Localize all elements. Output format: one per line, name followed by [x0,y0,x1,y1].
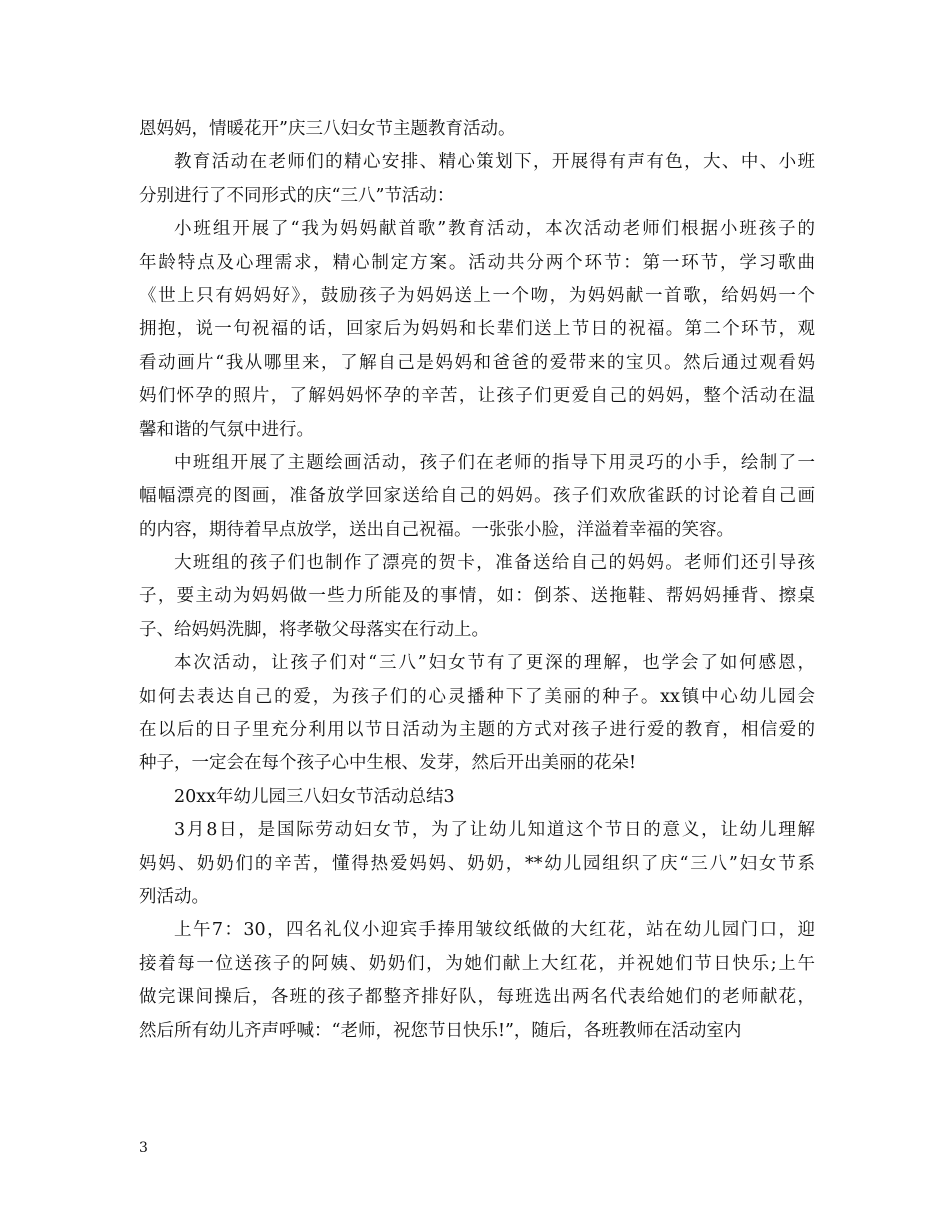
text-line: 教育活动在老师们的精心安排、精心策划下，开展得有声有色，大、中、小班 [174,152,815,173]
text-line: 然后所有幼儿齐声呼喊：“老师，祝您节日快乐!”，随后，各班教师在活动室内 [139,1020,742,1041]
text-line: 大班组的孩子们也制作了漂亮的贺卡，准备送给自己的妈妈。老师们还引导孩 [174,553,815,574]
paragraph [139,146,815,213]
text-line: 接着每一位送孩子的阿姨、奶奶们，为她们献上大红花，并祝她们节日快乐;上午 [139,953,815,974]
text-line: 3月8日，是国际劳动妇女节，为了让幼儿知道这个节日的意义，让幼儿理解 [174,820,815,841]
paragraph [139,647,815,781]
text-line: 做完课间操后，各班的孩子都整齐排好队，每班选出两名代表给她们的老师献花， [139,987,815,1008]
paragraph [139,814,815,914]
text-line: 中班组开展了主题绘画活动，孩子们在老师的指导下用灵巧的小手，绘制了一 [174,452,815,473]
text-line: 20xx年幼儿园三八妇女节活动总结3 [174,786,455,807]
text-line: 恩妈妈，情暖花开”庆三八妇女节主题教育活动。 [139,119,516,139]
text-line: 在以后的日子里充分利用以节日活动为主题的方式对孩子进行爱的教育，相信爱的 [139,720,815,741]
text-line: 子、给妈妈洗脚，将孝敬父母落实在行动上。 [139,619,489,640]
paragraph [139,547,815,647]
paragraph [139,914,815,1048]
paragraph [139,447,815,547]
text-line: 本次活动，让孩子们对“三八”妇女节有了更深的理解，也学会了如何感恩， [174,653,815,674]
text-line: 妈们怀孕的照片，了解妈妈怀孕的辛苦，让孩子们更爱自己的妈妈，整个活动在温 [139,386,815,407]
document-body [139,113,815,1048]
text-line: 年龄特点及心理需求，精心制定方案。活动共分两个环节：第一环节，学习歌曲 [139,252,815,273]
text-line: 上午7：30，四名礼仪小迎宾手捧用皱纹纸做的大红花，站在幼儿园门口，迎 [174,920,815,941]
text-line: 子，要主动为妈妈做一些力所能及的事情，如：倒茶、送拖鞋、帮妈妈捶背、擦桌 [139,586,815,607]
text-line: 拥抱，说一句祝福的话，回家后为妈妈和长辈们送上节日的祝福。第二个环节，观 [139,319,815,340]
text-line: 的内容，期待着早点放学，送出自己祝福。一张张小脸，洋溢着幸福的笑容。 [139,519,734,540]
page-number: 3 [139,1140,148,1156]
text-line: 种子，一定会在每个孩子心中生根、发芽，然后开出美丽的花朵! [139,753,637,774]
text-line: 列活动。 [139,886,209,907]
text-line: 馨和谐的气氛中进行。 [139,419,314,440]
text-line: 《世上只有妈妈好》，鼓励孩子为妈妈送上一个吻，为妈妈献一首歌，给妈妈一个 [139,285,815,306]
text-line: 如何去表达自己的爱，为孩子们的心灵播种下了美丽的种子。xx镇中心幼儿园会 [139,686,815,707]
text-line: 妈妈、奶奶们的辛苦，懂得热爱妈妈、奶奶，**幼儿园组织了庆“三八”妇女节系 [139,853,815,874]
paragraph [139,113,815,146]
text-line: 幅幅漂亮的图画，准备放学回家送给自己的妈妈。孩子们欢欣雀跃的讨论着自己画 [139,486,815,507]
paragraph [139,213,815,447]
text-line: 小班组开展了“我为妈妈献首歌”教育活动，本次活动老师们根据小班孩子的 [174,219,815,240]
text-line: 看动画片“我从哪里来，了解自己是妈妈和爸爸的爱带来的宝贝。然后通过观看妈 [139,352,815,373]
text-line: 分别进行了不同形式的庆“三八”节活动： [139,185,455,206]
paragraph [139,781,815,814]
